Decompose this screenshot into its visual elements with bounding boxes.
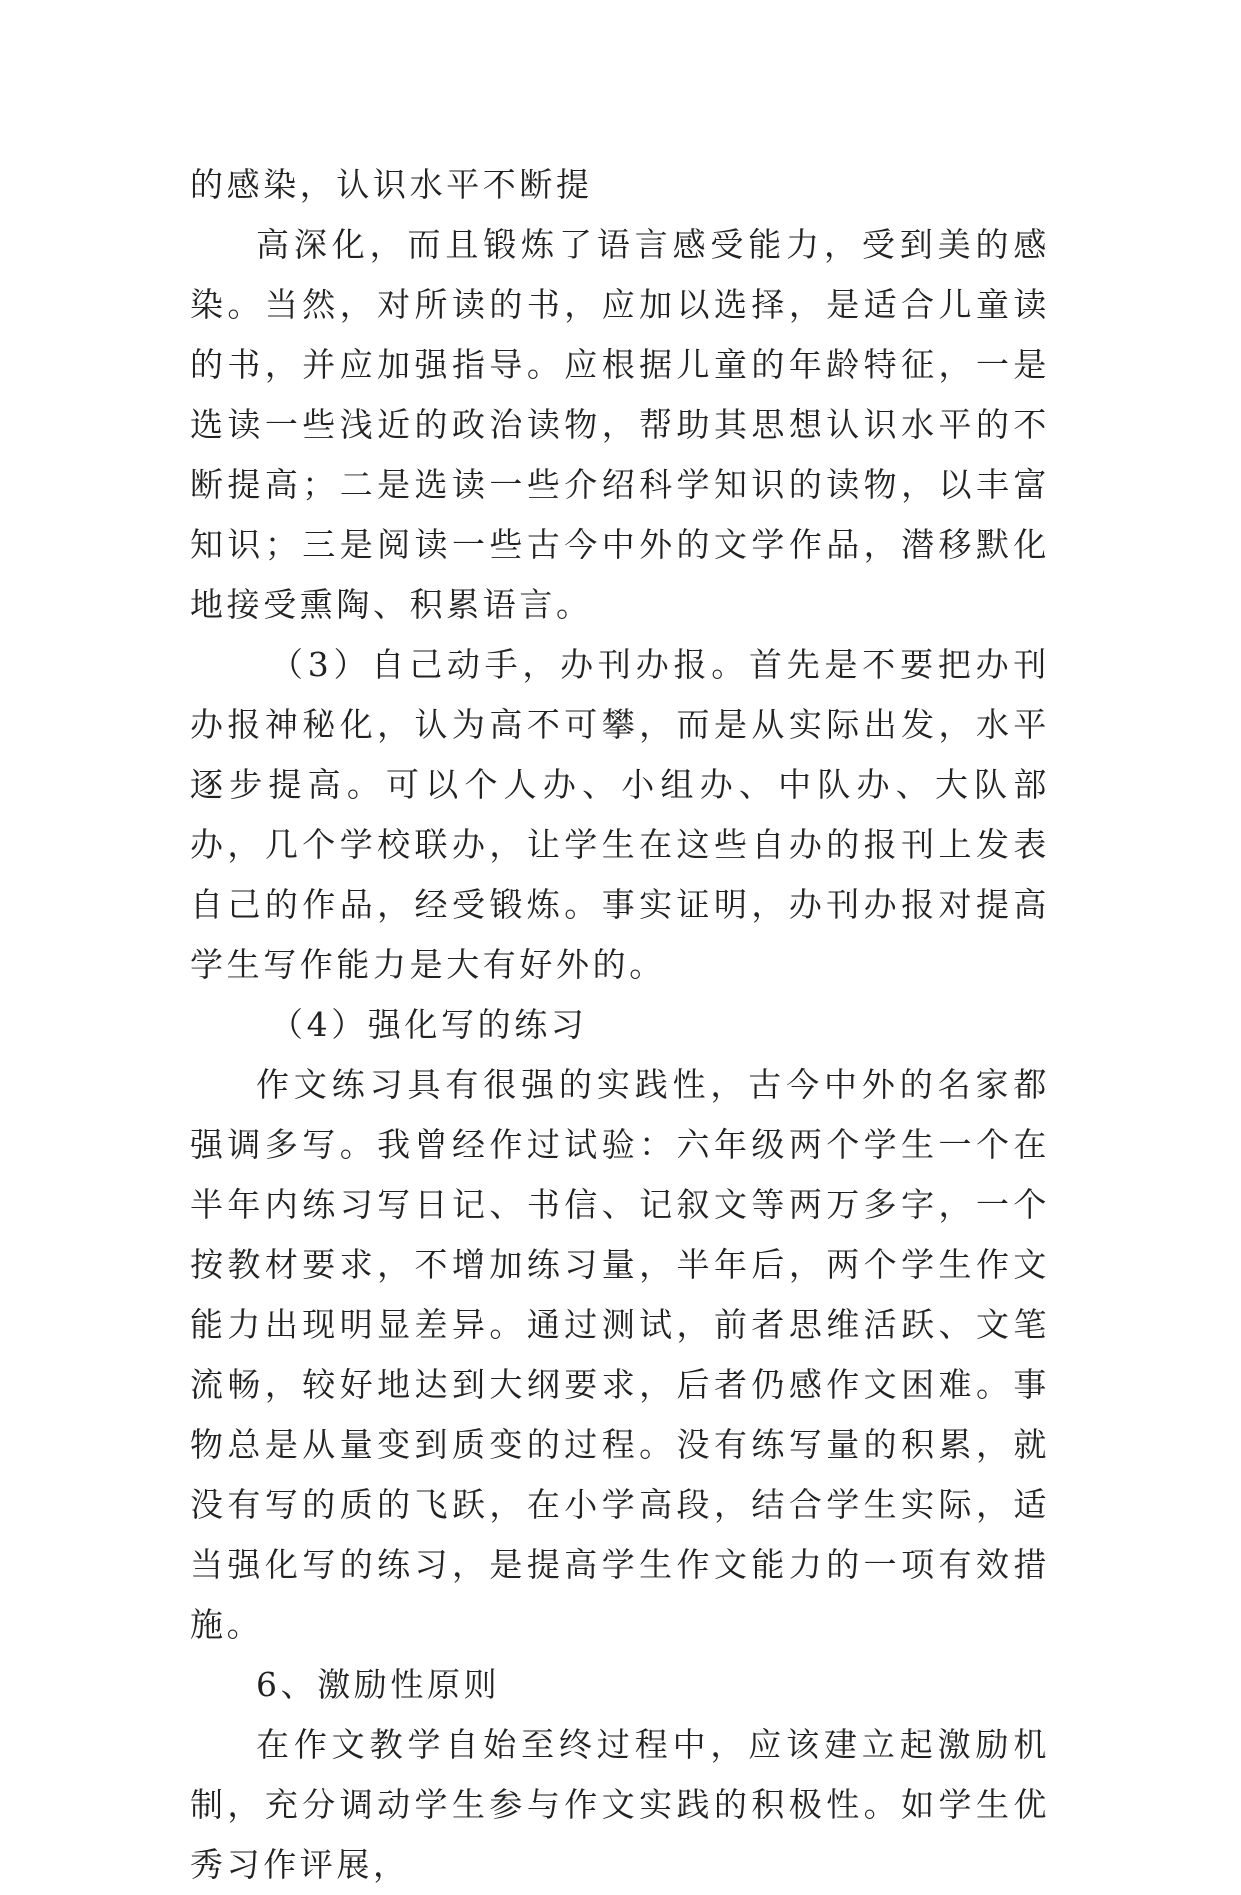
paragraph-writing-practice: 作文练习具有很强的实践性，古今中外的名家都强调多写。我曾经作过试验：六年级两个学生一个在半年内练习写日记、书信、记叙文等两万多字，一个按教材要求，不增加练习量，半年后，两个学生作文能力出现明显差异。通过测试，前者思维活跃、文笔流畅，较好地达到大纲要求，后者仍感作文困难。事物总是从量变到质变的过程。没有练写量的积累，就没有写的质的飞跃，在小学高段，结合学生实际，适当强化写的练习，是提高学生作文能力的一项有效措施。 [190,1065,1050,1644]
paragraph-newspaper-making: （3）自己动手，办刊办报。首先是不要把办刊办报神秘化，认为高不可攀，而是从实际出发，水平逐步提高。可以个人办、小组办、中队办、大队部办，几个学校联办，让学生在这些自办的报刊上发表自己的作品，经受锻炼。事实证明，办刊办报对提高学生写作能力是大有好外的。 [190,645,1050,984]
paragraph-motivation: 在作文教学自始至终过程中，应该建立起激励机制，充分调动学生参与作文实践的积极性。如学生优秀习作评展， [190,1725,1050,1884]
subheading-writing-practice: （4）强化写的练习 [270,1005,588,1044]
paragraph-reading-guidance: 高深化，而且锻炼了语言感受能力，受到美的感染。当然，对所读的书，应加以选择，是适合儿童读的书，并应加强指导。应根据儿童的年龄特征，一是选读一些浅近的政治读物，帮助其思想认识水平的不断提高；二是选读一些介绍科学知识的读物，以丰富知识；三是阅读一些古今中外的文学作品，潜移默化地接受熏陶、积累语言。 [190,225,1050,624]
heading-motivation-principle: 6、激励性原则 [256,1665,501,1704]
paragraph-continuation: 的感染，认识水平不断提 [190,165,593,204]
document-body [190,155,1050,1895]
